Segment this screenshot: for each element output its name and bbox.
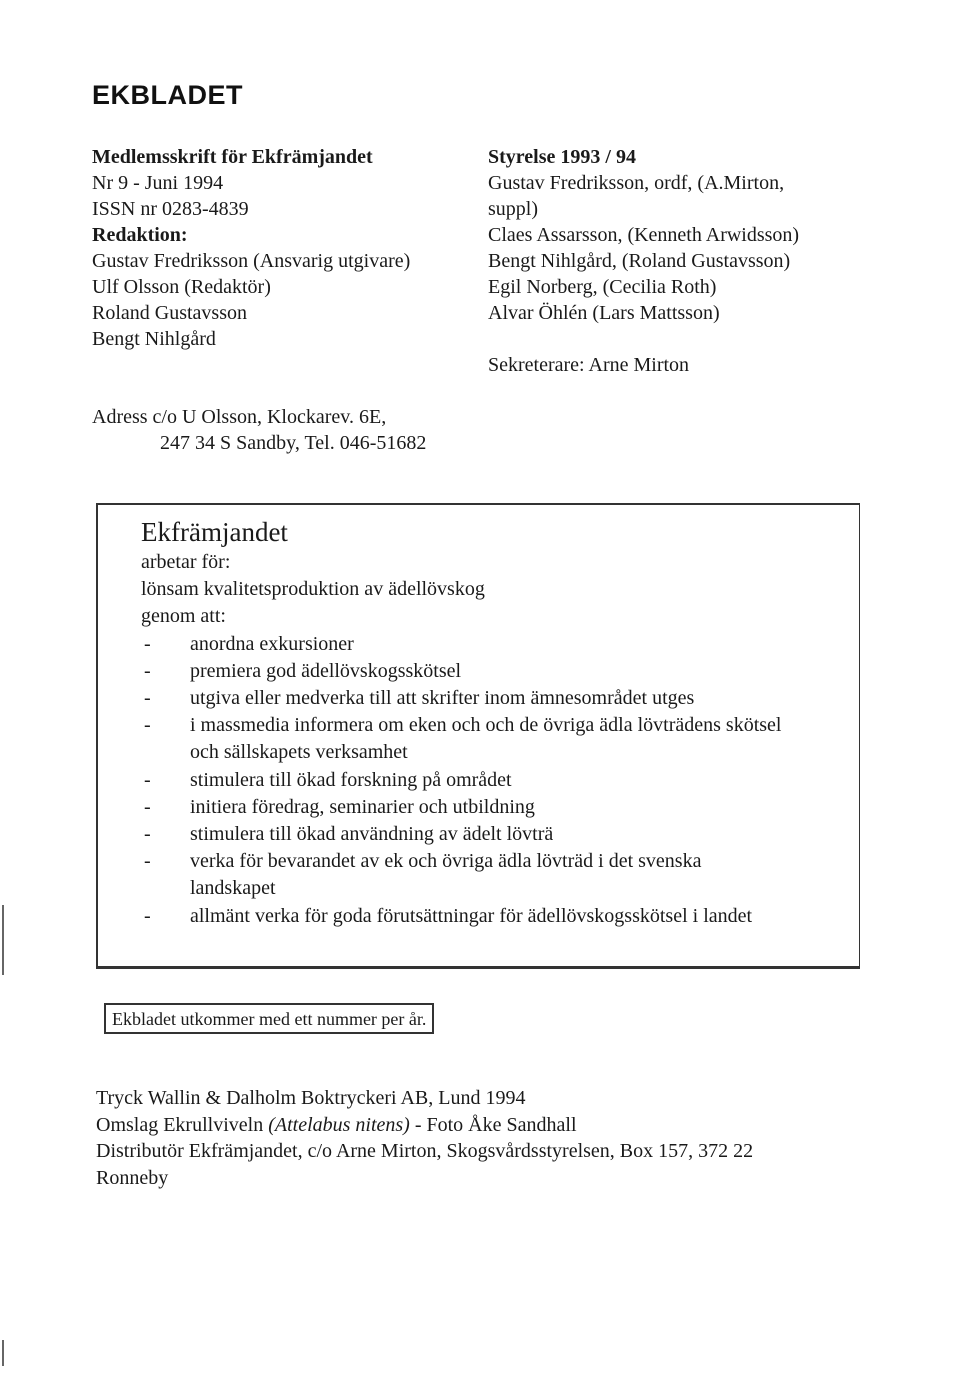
redaktion-member: Bengt Nihlgård [92,328,216,350]
styrelse-member: Alvar Öhlén (Lars Mattsson) [488,302,720,324]
styrelse-member: suppl) [488,198,538,220]
redaktion-member: Roland Gustavsson [92,302,247,324]
purpose-list-item: - stimulera till ökad forskning på området [141,767,841,794]
issn: ISSN nr 0283-4839 [92,198,249,220]
distributor-city: Ronneby [96,1166,169,1189]
distributor-line: Distributör Ekfrämjandet, c/o Arne Mirton, Skogsvårdsstyrelsen, Box 157, 372 22 [96,1140,754,1162]
dash-marker: - [144,850,151,873]
publication-name: Medlemsskrift för Ekfrämjandet [92,146,373,168]
dash-marker: - [144,823,151,846]
purpose-intro: arbetar för: [141,551,231,573]
styrelse [488,144,799,326]
styrelse-member: Claes Assarsson, (Kenneth Arwidsson) [488,224,800,246]
redaktion-member: Gustav Fredriksson (Ansvarig utgivare) [92,250,411,272]
dash-marker: - [144,632,151,655]
purpose-list-item: - utgiva eller medverka till att skrifter inom ämnesområdet utges [141,685,841,712]
purpose-list-item: - initiera föredrag, seminarier och utbildning [141,794,841,821]
purpose-intro: lönsam kvalitetsproduktion av ädellövskog [141,578,485,601]
purpose-intro: genom att: [141,605,226,628]
scan-margin-mark [2,1340,4,1366]
styrelse-member: Gustav Fredriksson, ordf, (A.Mirton, [488,172,785,194]
dash-marker: - [144,904,151,927]
scan-margin-mark [2,905,4,975]
purpose-list-item: - premiera god ädellövskogsskötsel [141,658,841,685]
species-name: (Attelabus nitens) [268,1113,410,1136]
masthead [92,144,410,352]
styrelse-member: Bengt Nihlgård, (Roland Gustavsson) [488,250,791,272]
purpose-list-item: - i massmedia informera om eken och och de övriga ädla lövträdens skötsel och sällskapets verksamhet [144,714,782,764]
dash-marker: - [144,659,151,682]
sekreterare: Sekreterare: Arne Mirton [488,354,690,376]
purpose-list-item: - anordna exkursioner [141,631,841,658]
purpose-title: Ekfrämjandet [141,517,288,547]
purpose-box [96,503,860,969]
cover-credit-line: Omslag Ekrullviveln (Attelabus nitens) - Foto Åke Sandhall [96,1113,577,1136]
page-title: EKBLADET [92,80,243,110]
styrelse-heading: Styrelse 1993 / 94 [488,146,636,168]
purpose-list-item: - verka för bevarandet av ek och övriga ädla lövträd i det svenska landskapet [144,850,702,900]
dash-marker: - [144,714,151,737]
publication-frequency-notice: Ekbladet utkommer med ett nummer per år. [104,1003,434,1034]
address-line: Adress c/o U Olsson, Klockarev. 6E, [92,406,387,428]
address-block [92,404,426,456]
colophon [96,1085,753,1191]
purpose-list-item: - stimulera till ökad användning av ädelt lövträ [141,821,841,848]
address-line: 247 34 S Sandby, Tel. 046-51682 [160,432,427,454]
styrelse-member: Egil Norberg, (Cecilia Roth) [488,276,717,298]
dash-marker: - [144,795,151,818]
issue-number: Nr 9 - Juni 1994 [92,172,224,194]
redaktion-member: Ulf Olsson (Redaktör) [92,276,271,298]
printer-line: Tryck Wallin & Dalholm Boktryckeri AB, Lund 1994 [96,1087,526,1109]
redaktion-heading: Redaktion: [92,224,188,246]
dash-marker: - [144,687,151,710]
dash-marker: - [144,768,151,791]
purpose-list-item: - allmänt verka för goda förutsättningar för ädellövskogsskötsel i landet [141,903,841,930]
